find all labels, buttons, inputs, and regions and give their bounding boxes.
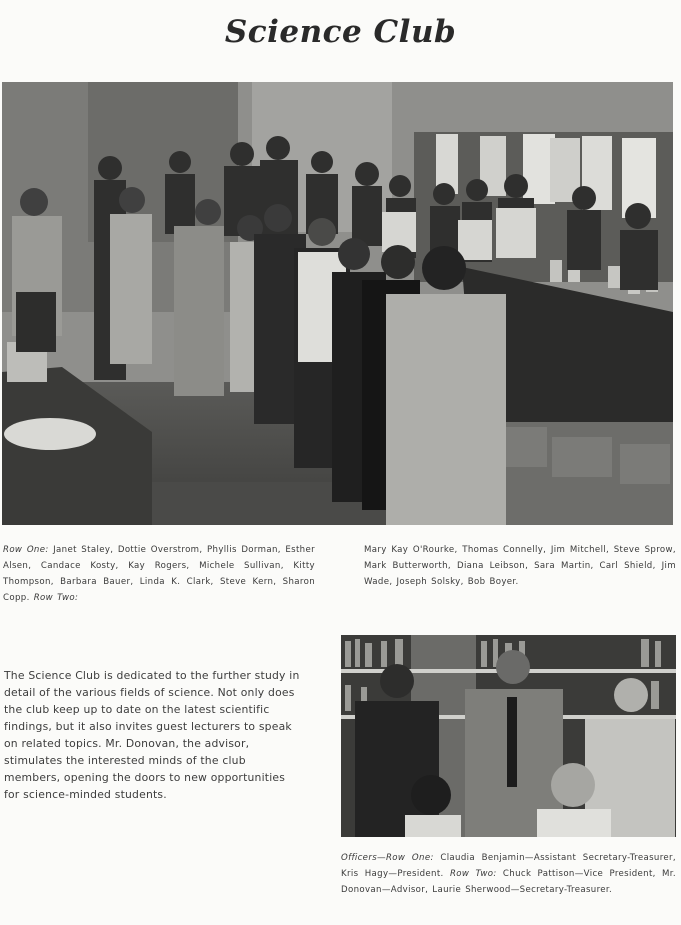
group-photo-scene [2, 82, 673, 525]
group-photo [2, 82, 673, 525]
row-one-label: Row One: [3, 545, 49, 555]
officers-photo [341, 635, 676, 837]
group-photo-caption-right [364, 542, 676, 590]
officers-label: Officers [341, 853, 378, 863]
officers-photo-scene [341, 635, 676, 837]
club-description: The Science Club is dedicated to the further study in detail of the various fields of science. Not only does the club keep up to date on the latest scientific findings, but it also invites guest lecturers to speak on related topics. Mr. Donovan, the advisor, stimulates the interested minds of the club members, opening the doors to new opportunities for science-minded students. [4, 669, 300, 801]
row-one-names: Janet Staley, Dottie Overstrom, Phyllis Dorman, Esther Alsen, Candace Kosty, Kay Rogers, Michele Sullivan, Kitty Thompson, Barbara Bauer, Linda K. Clark, Steve Kern, Sharon Copp. [3, 545, 316, 603]
officers-row-two-label: Row Two: [449, 869, 497, 879]
page-title: Science Club [224, 14, 457, 50]
officers-row-two-names: Chuck Pattison—Vice President, Mr. Donovan—Advisor, Laurie Sherwood—Secretary-Treasurer. [341, 869, 676, 895]
officers-dash: — [377, 853, 386, 863]
row-two-label: Row Two: [33, 593, 79, 603]
officers-row-one-label: Row One: [385, 853, 434, 863]
officers-photo-caption [341, 850, 676, 898]
group-photo-caption-left [3, 542, 315, 606]
row-two-names: Mary Kay O'Rourke, Thomas Connelly, Jim Mitchell, Steve Sprow, Mark Butterworth, Diana Leibson, Sara Martin, Carl Shield, Jim Wade, Joseph Solsky, Bob Boyer. [364, 545, 676, 587]
officers-row-one-names: Claudia Benjamin—Assistant Secretary-Treasurer, Kris Hagy—President. [341, 853, 677, 879]
